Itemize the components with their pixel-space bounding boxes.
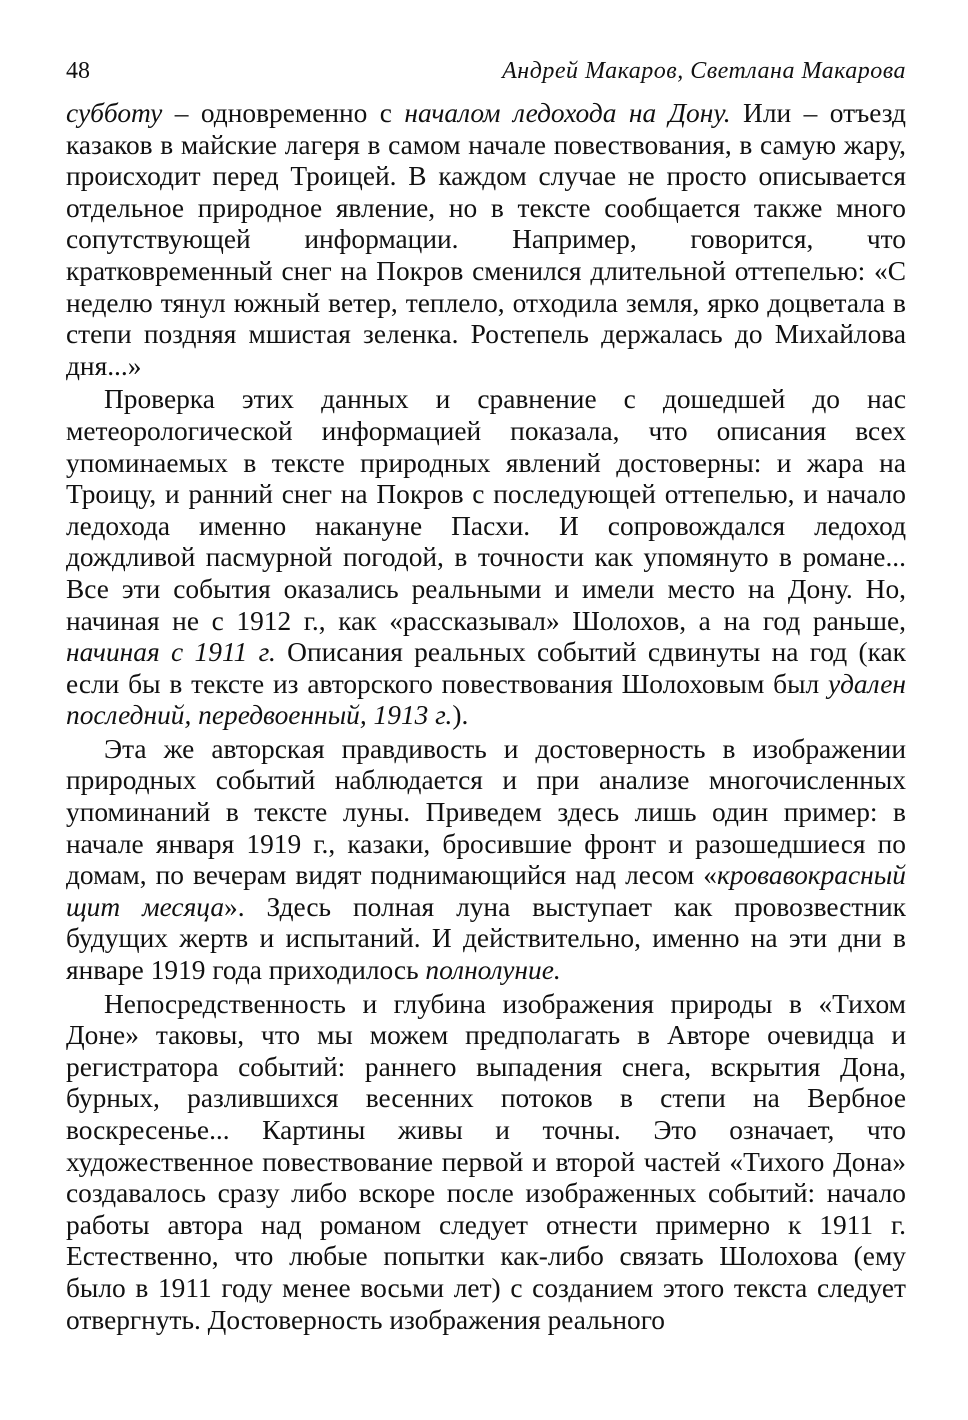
text-segment: ». Здесь полная луна выступает как провозвестник будущих жертв и испытаний. И действительно, именно на эти дни в январе 1919 года приходилось bbox=[66, 891, 906, 986]
text-segment: Описания реальных событий сдвинуты на год (как если бы в тексте из авторского повествования Шолоховым был bbox=[66, 637, 906, 699]
italic-text-segment: полнолуние. bbox=[425, 955, 561, 986]
running-head bbox=[66, 58, 906, 98]
paragraph-2 bbox=[66, 384, 906, 732]
italic-text-segment: удален последний, передвоенный, 1913 г. bbox=[66, 668, 906, 731]
text-segment: Или – отъезд казаков в майские лагеря в самом начале повествования, в самую жару, происходит перед Троицей. В каждом случае не просто описывается отдельное природное явление, но в тексте сообщается также много сопутствующей информации. Например, говорится, что кратковременный снег на Покров сменился длительной оттепелью: «С неделю тянул южный ветер, теплело, отходила земля, ярко доцветала в степи поздняя мшистая зеленка. Ростепель держалась до Михайлова дня...» bbox=[66, 98, 906, 381]
italic-text-segment: началом ледохода на Дону. bbox=[404, 98, 731, 128]
text-segment: ). bbox=[452, 700, 469, 731]
text-segment: Непосредственность и глубина изображения природы в «Тихом Доне» таковы, что мы можем предполагать в Авторе очевидца и регистратора событий: раннего выпадения снега, вскрытия Дона, бурных, разлившихся весенних потоков в степи на Вербное воскресенье... Картины живы и точны. Это означает, что художественное повествование первой и второй частей «Тихого Дона» создавалось сразу либо вскоре после изображенных событий: начало работы автора над романом следует отнести примерно к 1911 г. Естественно, что любые попытки как-либо связать Шолохова (ему было в 1911 году менее восьми лет) с созданием этого текста следует отвергнуть. Достоверность изображения реального bbox=[66, 988, 906, 1335]
text-segment: Проверка этих данных и сравнение с дошедшей до нас метеорологической информацией показала, что описания всех упоминаемых в тексте природных явлений достоверны: и жара на Троицу, и ранний снег на Покров с последующей оттепелью, и начало ледохода именно накануне Пасхи. И сопровождался ледоход дождливой пасмурной погодой, в точности как упомянуто в романе... Все эти события оказались реальными и имели место на Дону. Но, начиная не с 1912 г., как «рассказывал» Шолохов, а на год раньше, bbox=[66, 384, 906, 636]
body-text bbox=[66, 98, 906, 1336]
text-segment: – одновременно с bbox=[162, 98, 405, 128]
italic-text-segment: субботу bbox=[66, 98, 163, 128]
running-title: Андрей Макаров, Светлана Макарова bbox=[502, 58, 906, 84]
page-number: 48 bbox=[66, 58, 90, 84]
paragraph-4 bbox=[66, 989, 906, 1337]
text-segment: Эта же авторская правдивость и достоверность в изображении природных событий наблюдается и при анализе многочисленных упоминаний в тексте луны. Приведем здесь лишь один пример: в начале января 1919 г., казаки, бросившие фронт и разошедшиеся по домам, по вечерам видят поднимающийся над лесом « bbox=[66, 733, 906, 891]
italic-text-segment: начиная с 1911 г. bbox=[66, 637, 276, 668]
paragraph-3 bbox=[66, 734, 906, 987]
paragraph-1 bbox=[66, 98, 906, 382]
italic-text-segment: кровавокрасный щит месяца bbox=[66, 860, 906, 922]
